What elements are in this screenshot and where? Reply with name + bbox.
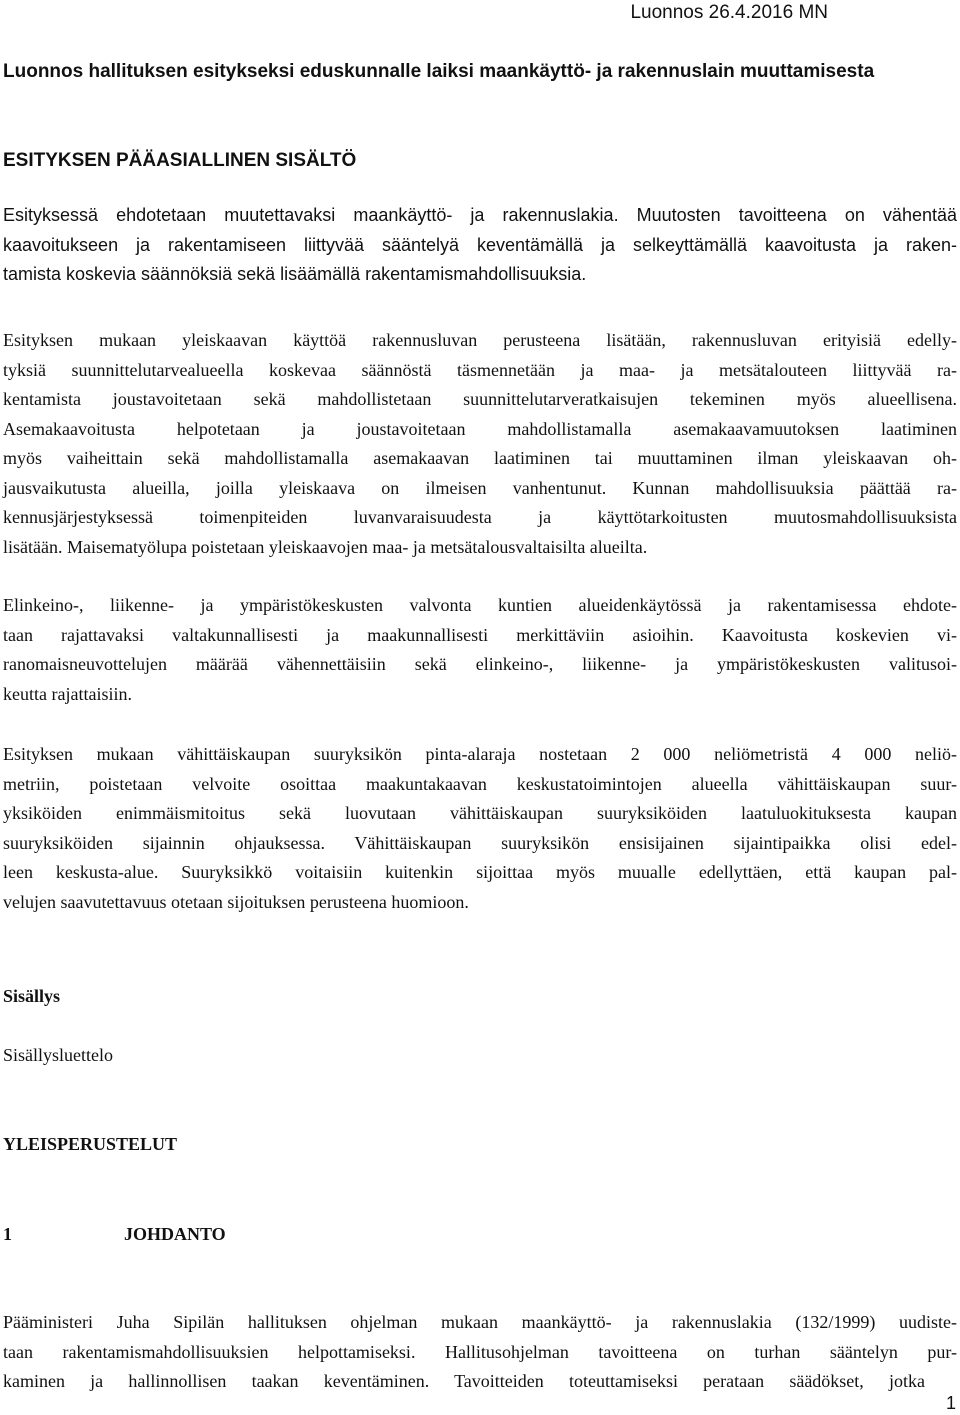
paragraph-line: myös vaiheittain sekä mahdollistamalla asemakaavan laatiminen tai muuttaminen ilman yleiskaavan oh- <box>3 448 957 468</box>
section-number: 1 <box>3 1224 12 1244</box>
main-content-heading: ESITYKSEN PÄÄASIALLINEN SISÄLTÖ <box>3 150 357 171</box>
general-grounds-heading: YLEISPERUSTELUT <box>3 1134 178 1154</box>
page-number: 1 <box>945 1393 956 1413</box>
paragraph-line: tyksiä suunnittelutarvealueella koskevaa säännöstä täsmennetään ja maa- ja metsätalouteen liittyvää ra- <box>3 359 957 380</box>
paragraph-summary <box>3 201 957 290</box>
paragraph-ely-centres <box>3 591 957 709</box>
paragraph-line: suuryksiköiden sijainnin ohjauksessa. Vähittäiskaupan suuryksikön ensisijainen sijaintipaikka olisi edel- <box>3 832 957 853</box>
paragraph-line: Esityksen mukaan vähittäiskaupan suuryksikön pinta-alaraja nostetaan 2 000 neliömetristä 4 000 neliö- <box>3 744 957 764</box>
section-title: JOHDANTO <box>124 1224 226 1244</box>
paragraph-line: kentamista joustavoitetaan sekä mahdollistetaan suunnittelutarveratkaisujen tekeminen myös alueellisena. <box>3 389 957 409</box>
paragraph-line: tamista koskevia säännöksiä sekä lisäämällä rakentamismahdollisuuksia. <box>3 264 587 284</box>
paragraph-line: Esityksessä ehdotetaan muutettavaksi maankäyttö- ja rakennuslakia. Muutosten tavoitteena on vähentää <box>3 205 957 225</box>
paragraph-line: Pääministeri Juha Sipilän hallituksen ohjelman mukaan maankäyttö- ja rakennuslakia (132/1999) uudiste- <box>3 1312 957 1332</box>
document-title: Luonnos hallituksen esitykseksi eduskunnalle laiksi maankäyttö- ja rakennuslain muuttamisesta <box>3 61 875 82</box>
contents-heading: Sisällys <box>3 986 61 1006</box>
paragraph-line: kennusjärjestyksessä toimenpiteiden luvanvaraisuudesta ja käyttötarkoitusten muutosmahdollisuuksista <box>3 507 957 527</box>
paragraph-line: velujen saavutettavuus otetaan sijoituksen perusteena huomioon. <box>3 891 469 912</box>
paragraph-line: Asemakaavoitusta helpotetaan ja joustavoitetaan mahdollistamalla asemakaavamuutoksen laatiminen <box>3 418 957 439</box>
paragraph-line: leen keskusta-alue. Suuryksikkö voitaisiin kuitenkin sijoittaa myös muualle edellyttäen, että kaupan pal- <box>3 862 957 882</box>
paragraph-line: keutta rajattaisiin. <box>3 683 132 704</box>
table-of-contents-link[interactable]: Sisällysluettelo <box>3 1045 113 1065</box>
paragraph-master-plan <box>3 326 957 562</box>
paragraph-line: Elinkeino-, liikenne- ja ympäristökeskusten valvonta kuntien alueidenkäytössä ja rakentamisessa ehdote- <box>3 595 957 615</box>
paragraph-introduction <box>3 1308 957 1397</box>
paragraph-line: jausvaikutusta alueilla, joilla yleiskaava on ilmeisen vanhentunut. Kunnan mahdollisuuksia päättää ra- <box>3 477 957 498</box>
paragraph-line: ranomaisneuvottelujen määrää vähennettäisiin sekä elinkeino-, liikenne- ja ympäristökeskusten valitusoi- <box>3 654 957 674</box>
paragraph-line: taan rajattavaksi valtakunnallisesti ja maakunnallisesti merkittäviin asioihin. Kaavoitusta koskevien vi- <box>3 624 957 645</box>
paragraph-retail <box>3 740 957 917</box>
paragraph-line: taan rakentamismahdollisuuksien helpottamiseksi. Hallitusohjelman tavoitteena on turhan sääntelyn pur- <box>3 1341 957 1362</box>
paragraph-line: kaavoitukseen ja rakentamiseen liittyvää sääntelyä keventämällä ja selkeyttämällä kaavoitusta ja raken- <box>3 234 957 255</box>
paragraph-line: Esityksen mukaan yleiskaavan käyttöä rakennusluvan perusteena lisätään, rakennusluvan erityisiä edelly- <box>3 330 957 350</box>
paragraph-line: metriin, poistetaan velvoite osoittaa maakuntakaavan keskustatoimintojen alueella vähittäiskaupan suur- <box>3 773 957 794</box>
section-heading <box>3 1219 226 1249</box>
paragraph-line: yksiköiden enimmäismitoitus sekä luovutaan vähittäiskaupan suuryksiköiden laatuluokituksesta kaupan <box>3 803 957 823</box>
draft-date-label: Luonnos 26.4.2016 MN <box>630 2 828 23</box>
paragraph-line: lisätään. Maisematyölupa poistetaan yleiskaavojen maa- ja metsätalousvaltaisilta alueilta. <box>3 536 648 557</box>
paragraph-line: kaminen ja hallinnollisen taakan keventäminen. Tavoitteiden toteuttamiseksi perataan säädökset, jotka <box>3 1371 925 1391</box>
